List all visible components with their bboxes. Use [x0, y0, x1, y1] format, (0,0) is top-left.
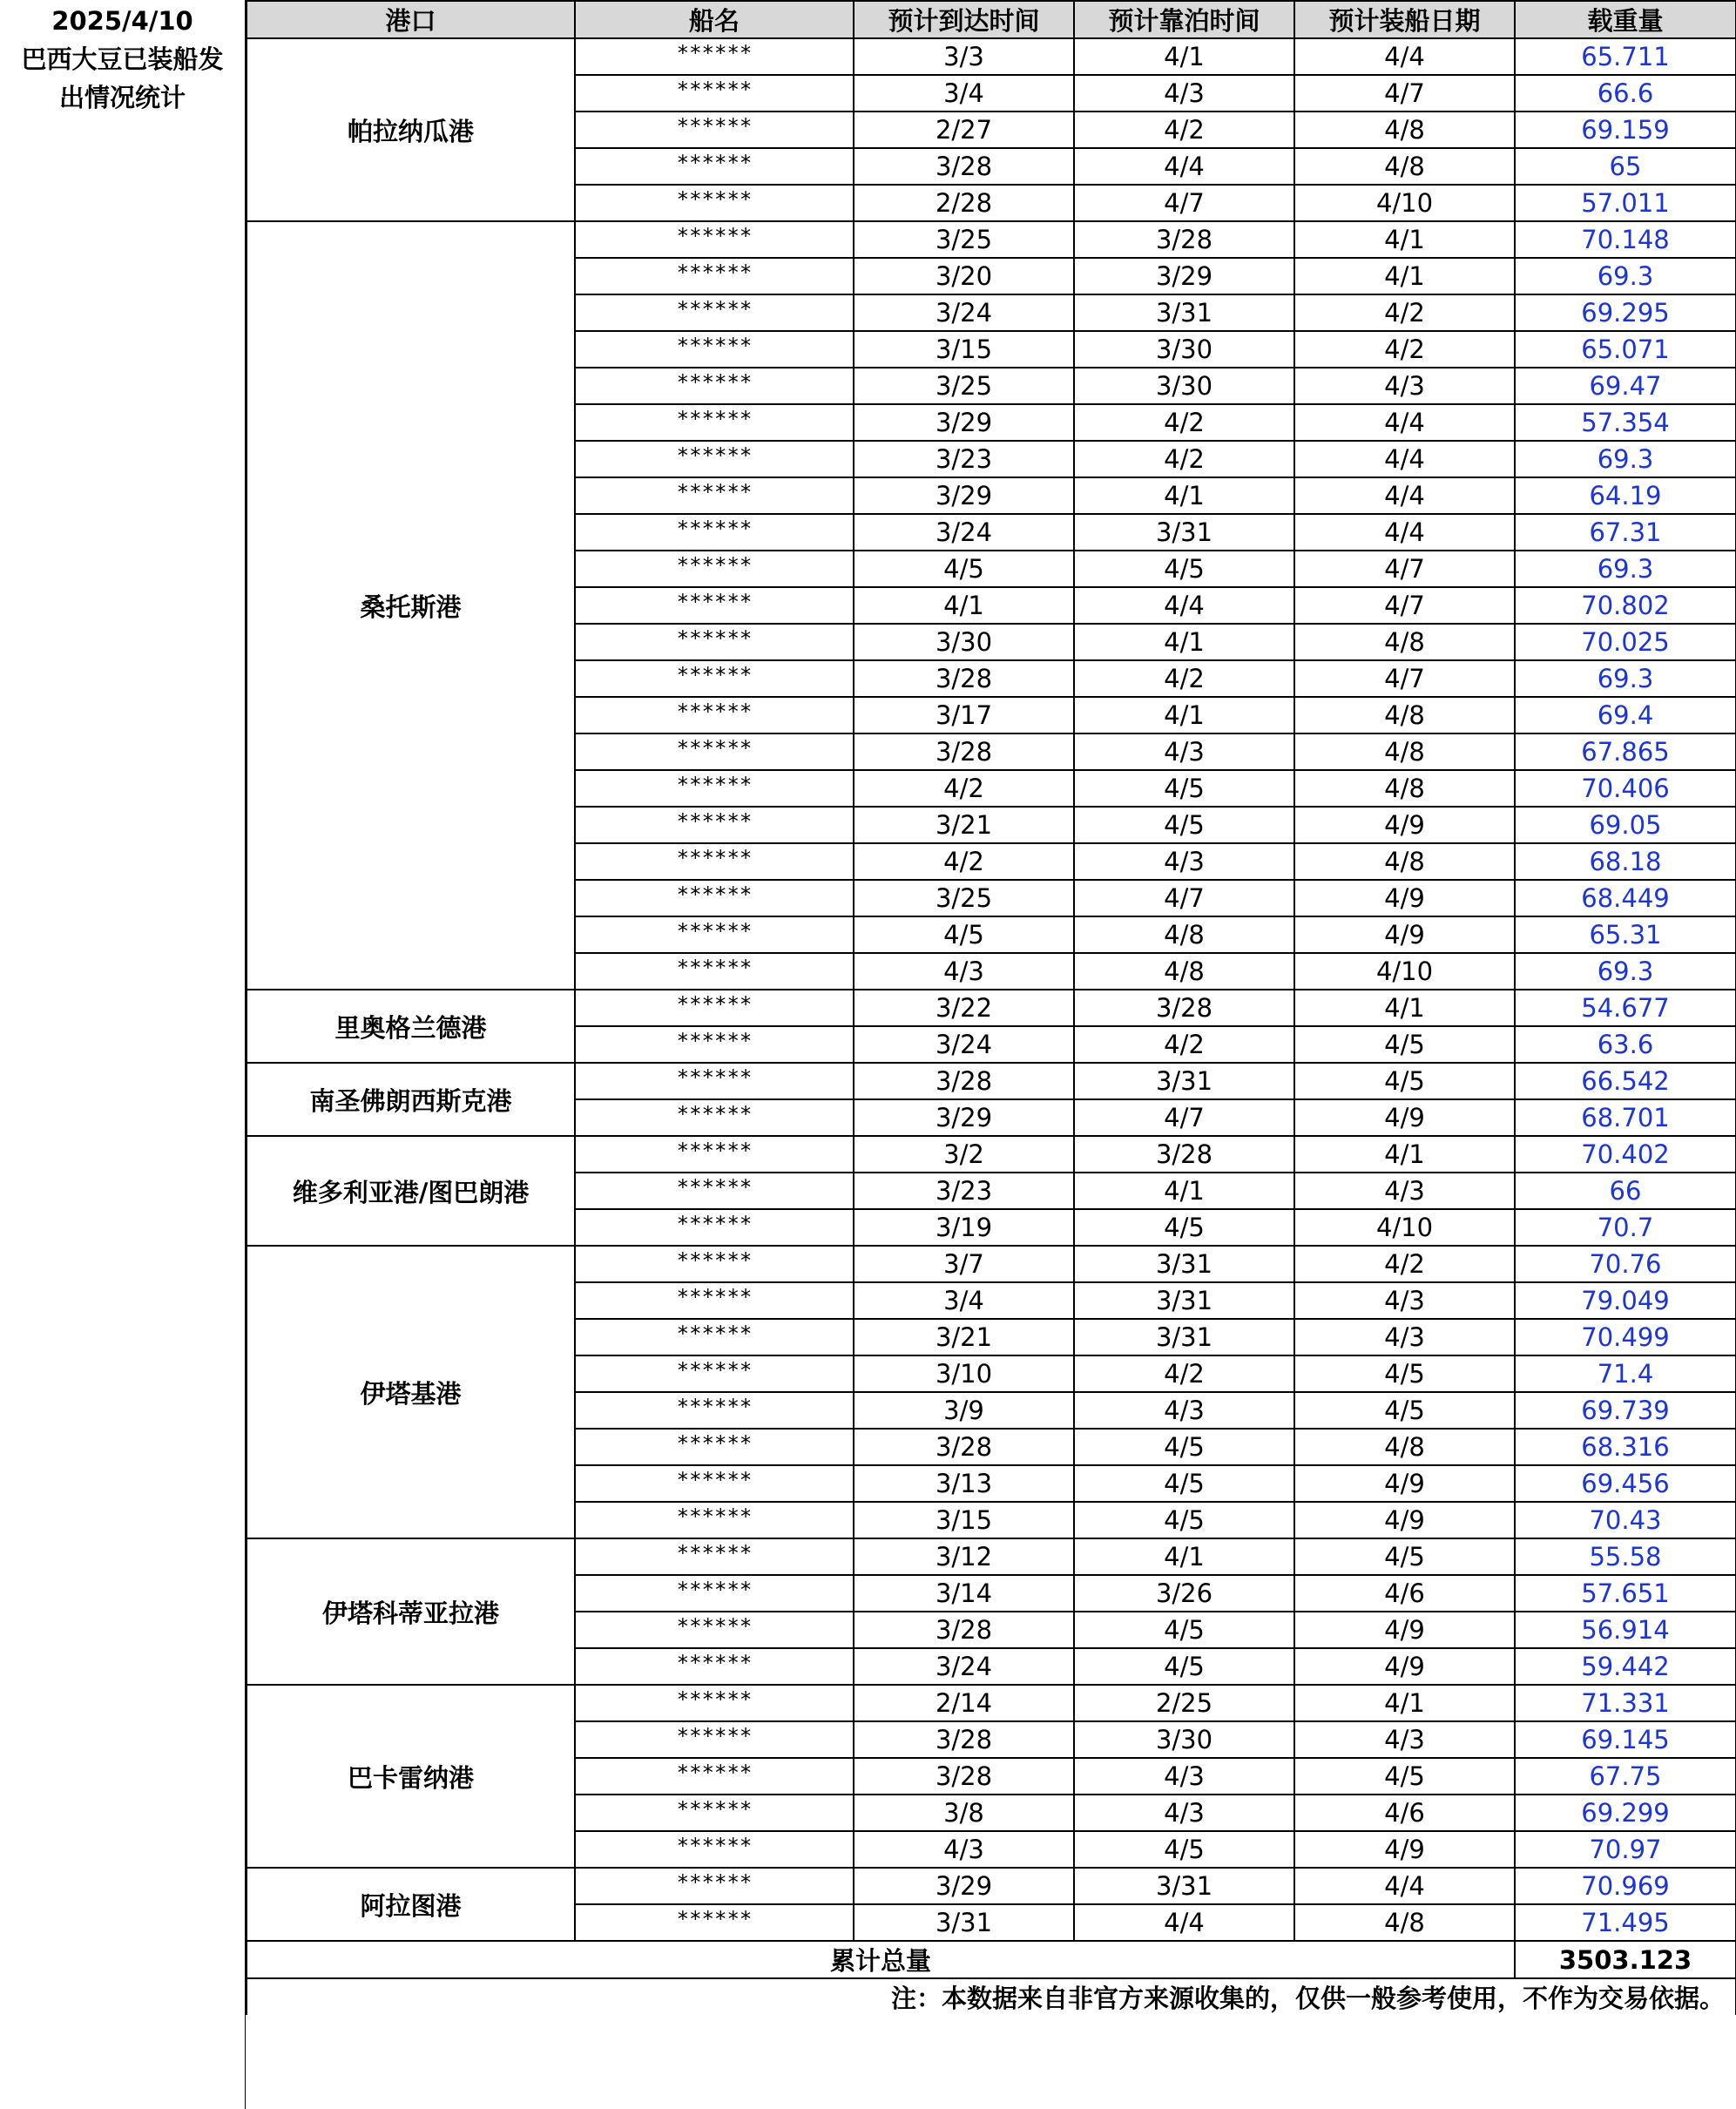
berth-time-cell: 4/2: [1074, 660, 1294, 697]
berth-time-cell: 4/3: [1074, 733, 1294, 770]
berth-time-cell: 4/5: [1074, 1502, 1294, 1538]
berth-time-cell: 4/5: [1074, 1648, 1294, 1685]
tonnage-cell: 66.6: [1515, 75, 1736, 112]
tonnage-cell: 69.4: [1515, 697, 1736, 733]
tonnage-cell: 70.802: [1515, 587, 1736, 624]
eta-cell: 3/20: [854, 258, 1074, 294]
tonnage-cell: 67.75: [1515, 1758, 1736, 1795]
header-eta: 预计到达时间: [854, 1, 1074, 38]
tonnage-cell: 70.43: [1515, 1502, 1736, 1538]
loading-date-cell: 4/4: [1294, 514, 1515, 551]
eta-cell: 2/14: [854, 1685, 1074, 1721]
ship-name-cell: ******: [575, 587, 854, 624]
ship-name-cell: ******: [575, 843, 854, 880]
ship-name-cell: ******: [575, 1063, 854, 1099]
ship-name-cell: ******: [575, 1575, 854, 1612]
eta-cell: 3/28: [854, 733, 1074, 770]
ship-name-cell: ******: [575, 660, 854, 697]
ship-name-cell: ******: [575, 1721, 854, 1758]
ship-name-cell: ******: [575, 1502, 854, 1538]
header-berth-time: 预计靠泊时间: [1074, 1, 1294, 38]
eta-cell: 3/8: [854, 1795, 1074, 1831]
eta-cell: 3/29: [854, 404, 1074, 441]
eta-cell: 3/25: [854, 368, 1074, 404]
eta-cell: 3/17: [854, 697, 1074, 733]
berth-time-cell: 4/2: [1074, 1026, 1294, 1063]
eta-cell: 3/28: [854, 1063, 1074, 1099]
total-label: 累计总量: [247, 1941, 1515, 1978]
eta-cell: 2/28: [854, 185, 1074, 221]
ship-name-cell: ******: [575, 294, 854, 331]
ship-name-cell: ******: [575, 514, 854, 551]
berth-time-cell: 2/25: [1074, 1685, 1294, 1721]
berth-time-cell: 4/2: [1074, 441, 1294, 477]
berth-time-cell: 3/28: [1074, 990, 1294, 1026]
ship-name-cell: ******: [575, 148, 854, 185]
loading-date-cell: 4/7: [1294, 660, 1515, 697]
ship-name-cell: ******: [575, 697, 854, 733]
tonnage-cell: 69.159: [1515, 112, 1736, 148]
table-row: [247, 1685, 1736, 1721]
tonnage-cell: 79.049: [1515, 1282, 1736, 1319]
tonnage-cell: 56.914: [1515, 1612, 1736, 1648]
table-row: [247, 221, 1736, 258]
berth-time-cell: 3/29: [1074, 258, 1294, 294]
berth-time-cell: 4/4: [1074, 587, 1294, 624]
loading-date-cell: 4/5: [1294, 1026, 1515, 1063]
port-name-cell: 桑托斯港: [247, 221, 575, 990]
ship-name-cell: ******: [575, 770, 854, 807]
loading-date-cell: 4/5: [1294, 1758, 1515, 1795]
report-date: 2025/4/10: [51, 6, 193, 36]
berth-time-cell: 4/1: [1074, 697, 1294, 733]
loading-date-cell: 4/9: [1294, 1612, 1515, 1648]
table-row: [247, 1136, 1736, 1173]
eta-cell: 3/28: [854, 1429, 1074, 1465]
eta-cell: 3/28: [854, 1721, 1074, 1758]
berth-time-cell: 3/31: [1074, 1319, 1294, 1355]
berth-time-cell: 4/3: [1074, 75, 1294, 112]
tonnage-cell: 70.499: [1515, 1319, 1736, 1355]
ship-name-cell: ******: [575, 916, 854, 953]
eta-cell: 3/7: [854, 1246, 1074, 1282]
eta-cell: 3/25: [854, 880, 1074, 916]
eta-cell: 3/19: [854, 1209, 1074, 1246]
tonnage-cell: 69.3: [1515, 441, 1736, 477]
loading-date-cell: 4/9: [1294, 1099, 1515, 1136]
loading-date-cell: 4/4: [1294, 1868, 1515, 1904]
tonnage-cell: 66: [1515, 1173, 1736, 1209]
tonnage-cell: 59.442: [1515, 1648, 1736, 1685]
tonnage-cell: 69.299: [1515, 1795, 1736, 1831]
table-row: [247, 1063, 1736, 1099]
ship-name-cell: ******: [575, 1319, 854, 1355]
berth-time-cell: 4/5: [1074, 1209, 1294, 1246]
tonnage-cell: 68.701: [1515, 1099, 1736, 1136]
eta-cell: 4/2: [854, 770, 1074, 807]
loading-date-cell: 4/3: [1294, 1319, 1515, 1355]
eta-cell: 3/12: [854, 1538, 1074, 1575]
ship-name-cell: ******: [575, 1173, 854, 1209]
eta-cell: 3/28: [854, 1612, 1074, 1648]
berth-time-cell: 3/30: [1074, 1721, 1294, 1758]
eta-cell: 3/2: [854, 1136, 1074, 1173]
header-tonnage: 载重量: [1515, 1, 1736, 38]
berth-time-cell: 4/5: [1074, 770, 1294, 807]
berth-time-cell: 4/4: [1074, 148, 1294, 185]
loading-date-cell: 4/9: [1294, 1465, 1515, 1502]
berth-time-cell: 4/5: [1074, 551, 1294, 587]
berth-time-cell: 4/3: [1074, 843, 1294, 880]
tonnage-cell: 69.456: [1515, 1465, 1736, 1502]
loading-date-cell: 4/10: [1294, 953, 1515, 990]
eta-cell: 3/24: [854, 514, 1074, 551]
berth-time-cell: 4/2: [1074, 1355, 1294, 1392]
tonnage-cell: 69.3: [1515, 551, 1736, 587]
loading-date-cell: 4/1: [1294, 1136, 1515, 1173]
berth-time-cell: 4/1: [1074, 1538, 1294, 1575]
loading-date-cell: 4/2: [1294, 294, 1515, 331]
tonnage-cell: 71.495: [1515, 1904, 1736, 1941]
ship-name-cell: ******: [575, 258, 854, 294]
tonnage-cell: 71.331: [1515, 1685, 1736, 1721]
loading-date-cell: 4/9: [1294, 880, 1515, 916]
ship-name-cell: ******: [575, 1831, 854, 1868]
loading-date-cell: 4/5: [1294, 1392, 1515, 1429]
loading-date-cell: 4/5: [1294, 1355, 1515, 1392]
berth-time-cell: 4/5: [1074, 807, 1294, 843]
total-value: 3503.123: [1515, 1941, 1736, 1978]
ship-name-cell: ******: [575, 1648, 854, 1685]
eta-cell: 3/28: [854, 660, 1074, 697]
tonnage-cell: 67.31: [1515, 514, 1736, 551]
berth-time-cell: 3/31: [1074, 1282, 1294, 1319]
table-row: [247, 1868, 1736, 1904]
table-row: [247, 1246, 1736, 1282]
table-row: [247, 990, 1736, 1026]
eta-cell: 3/29: [854, 477, 1074, 514]
eta-cell: 3/23: [854, 1173, 1074, 1209]
eta-cell: 3/22: [854, 990, 1074, 1026]
eta-cell: 3/28: [854, 148, 1074, 185]
tonnage-cell: 63.6: [1515, 1026, 1736, 1063]
berth-time-cell: 4/1: [1074, 624, 1294, 660]
ship-name-cell: ******: [575, 1904, 854, 1941]
eta-cell: 3/15: [854, 331, 1074, 368]
ship-name-cell: ******: [575, 1758, 854, 1795]
berth-time-cell: 3/31: [1074, 1246, 1294, 1282]
port-name-cell: 巴卡雷纳港: [247, 1685, 575, 1868]
eta-cell: 3/31: [854, 1904, 1074, 1941]
berth-time-cell: 3/30: [1074, 368, 1294, 404]
berth-time-cell: 3/28: [1074, 1136, 1294, 1173]
report-title-line-1: 巴西大豆已装船发: [21, 44, 224, 74]
loading-date-cell: 4/3: [1294, 1173, 1515, 1209]
loading-date-cell: 4/4: [1294, 477, 1515, 514]
tonnage-cell: 54.677: [1515, 990, 1736, 1026]
tonnage-cell: 70.406: [1515, 770, 1736, 807]
ship-name-cell: ******: [575, 1355, 854, 1392]
tonnage-cell: 69.3: [1515, 953, 1736, 990]
tonnage-cell: 68.449: [1515, 880, 1736, 916]
header-loading-date: 预计装船日期: [1294, 1, 1515, 38]
ship-name-cell: ******: [575, 1246, 854, 1282]
eta-cell: 3/10: [854, 1355, 1074, 1392]
loading-date-cell: 4/1: [1294, 258, 1515, 294]
loading-date-cell: 4/8: [1294, 1904, 1515, 1941]
ship-name-cell: ******: [575, 1465, 854, 1502]
ship-name-cell: ******: [575, 1612, 854, 1648]
port-name-cell: 伊塔基港: [247, 1246, 575, 1538]
eta-cell: 3/13: [854, 1465, 1074, 1502]
loading-date-cell: 4/3: [1294, 368, 1515, 404]
port-name-cell: 阿拉图港: [247, 1868, 575, 1941]
berth-time-cell: 4/8: [1074, 916, 1294, 953]
berth-time-cell: 4/4: [1074, 1904, 1294, 1941]
ship-name-cell: ******: [575, 1099, 854, 1136]
tonnage-cell: 71.4: [1515, 1355, 1736, 1392]
ship-name-cell: ******: [575, 990, 854, 1026]
loading-date-cell: 4/9: [1294, 1648, 1515, 1685]
port-name-cell: 维多利亚港/图巴朗港: [247, 1136, 575, 1246]
berth-time-cell: 4/7: [1074, 880, 1294, 916]
eta-cell: 3/24: [854, 294, 1074, 331]
ship-name-cell: ******: [575, 441, 854, 477]
tonnage-cell: 65.711: [1515, 38, 1736, 75]
loading-date-cell: 4/3: [1294, 1721, 1515, 1758]
tonnage-cell: 64.19: [1515, 477, 1736, 514]
eta-cell: 3/14: [854, 1575, 1074, 1612]
berth-time-cell: 4/5: [1074, 1465, 1294, 1502]
loading-date-cell: 4/8: [1294, 148, 1515, 185]
loading-date-cell: 4/10: [1294, 185, 1515, 221]
ship-name-cell: ******: [575, 477, 854, 514]
berth-time-cell: 4/3: [1074, 1795, 1294, 1831]
berth-time-cell: 4/5: [1074, 1831, 1294, 1868]
tonnage-cell: 55.58: [1515, 1538, 1736, 1575]
tonnage-cell: 69.739: [1515, 1392, 1736, 1429]
loading-date-cell: 4/8: [1294, 1429, 1515, 1465]
eta-cell: 3/4: [854, 1282, 1074, 1319]
tonnage-cell: 65: [1515, 148, 1736, 185]
tonnage-cell: 70.402: [1515, 1136, 1736, 1173]
loading-date-cell: 4/7: [1294, 75, 1515, 112]
berth-time-cell: 3/28: [1074, 221, 1294, 258]
loading-date-cell: 4/5: [1294, 1063, 1515, 1099]
ship-name-cell: ******: [575, 1282, 854, 1319]
tonnage-cell: 69.47: [1515, 368, 1736, 404]
shipment-table: [246, 0, 1736, 2015]
header-row: [247, 1, 1736, 38]
port-name-cell: 里奥格兰德港: [247, 990, 575, 1063]
tonnage-cell: 57.651: [1515, 1575, 1736, 1612]
eta-cell: 3/23: [854, 441, 1074, 477]
loading-date-cell: 4/9: [1294, 1831, 1515, 1868]
loading-date-cell: 4/8: [1294, 624, 1515, 660]
berth-time-cell: 4/1: [1074, 38, 1294, 75]
loading-date-cell: 4/2: [1294, 1246, 1515, 1282]
loading-date-cell: 4/8: [1294, 733, 1515, 770]
tonnage-cell: 70.97: [1515, 1831, 1736, 1868]
loading-date-cell: 4/2: [1294, 331, 1515, 368]
port-name-cell: 帕拉纳瓜港: [247, 38, 575, 221]
berth-time-cell: 4/2: [1074, 112, 1294, 148]
note-row: [247, 1978, 1736, 2015]
tonnage-cell: 65.071: [1515, 331, 1736, 368]
ship-name-cell: ******: [575, 551, 854, 587]
ship-name-cell: ******: [575, 807, 854, 843]
loading-date-cell: 4/8: [1294, 112, 1515, 148]
loading-date-cell: 4/10: [1294, 1209, 1515, 1246]
header-port: 港口: [247, 1, 575, 38]
eta-cell: 3/15: [854, 1502, 1074, 1538]
ship-name-cell: ******: [575, 1538, 854, 1575]
tonnage-cell: 69.295: [1515, 294, 1736, 331]
loading-date-cell: 4/7: [1294, 587, 1515, 624]
eta-cell: 4/3: [854, 953, 1074, 990]
tonnage-cell: 66.542: [1515, 1063, 1736, 1099]
loading-date-cell: 4/9: [1294, 916, 1515, 953]
tonnage-cell: 69.3: [1515, 258, 1736, 294]
tonnage-cell: 70.76: [1515, 1246, 1736, 1282]
tonnage-cell: 70.7: [1515, 1209, 1736, 1246]
berth-time-cell: 4/5: [1074, 1612, 1294, 1648]
ship-name-cell: ******: [575, 75, 854, 112]
loading-date-cell: 4/9: [1294, 807, 1515, 843]
eta-cell: 4/5: [854, 551, 1074, 587]
tonnage-cell: 69.05: [1515, 807, 1736, 843]
loading-date-cell: 4/7: [1294, 551, 1515, 587]
eta-cell: 3/29: [854, 1099, 1074, 1136]
berth-time-cell: 3/26: [1074, 1575, 1294, 1612]
ship-name-cell: ******: [575, 1136, 854, 1173]
berth-time-cell: 3/31: [1074, 1868, 1294, 1904]
eta-cell: 3/28: [854, 1758, 1074, 1795]
tonnage-cell: 70.148: [1515, 221, 1736, 258]
eta-cell: 4/3: [854, 1831, 1074, 1868]
eta-cell: 3/9: [854, 1392, 1074, 1429]
eta-cell: 3/29: [854, 1868, 1074, 1904]
ship-name-cell: ******: [575, 624, 854, 660]
eta-cell: 3/21: [854, 807, 1074, 843]
loading-date-cell: 4/3: [1294, 1282, 1515, 1319]
ship-name-cell: ******: [575, 1026, 854, 1063]
loading-date-cell: 4/1: [1294, 1685, 1515, 1721]
port-name-cell: 南圣佛朗西斯克港: [247, 1063, 575, 1136]
eta-cell: 4/5: [854, 916, 1074, 953]
table-body: [247, 38, 1736, 1941]
loading-date-cell: 4/6: [1294, 1795, 1515, 1831]
eta-cell: 3/30: [854, 624, 1074, 660]
ship-name-cell: ******: [575, 1685, 854, 1721]
tonnage-cell: 68.316: [1515, 1429, 1736, 1465]
eta-cell: 3/4: [854, 75, 1074, 112]
berth-time-cell: 3/30: [1074, 331, 1294, 368]
report-title-line-2: 出情况统计: [58, 83, 186, 112]
ship-name-cell: ******: [575, 185, 854, 221]
ship-name-cell: ******: [575, 368, 854, 404]
loading-date-cell: 4/5: [1294, 1538, 1515, 1575]
loading-date-cell: 4/6: [1294, 1575, 1515, 1612]
report-title-cell: [0, 0, 246, 2109]
berth-time-cell: 4/3: [1074, 1758, 1294, 1795]
table-row: [247, 1538, 1736, 1575]
ship-name-cell: ******: [575, 331, 854, 368]
ship-name-cell: ******: [575, 404, 854, 441]
loading-date-cell: 4/8: [1294, 843, 1515, 880]
eta-cell: 2/27: [854, 112, 1074, 148]
tonnage-cell: 69.3: [1515, 660, 1736, 697]
ship-name-cell: ******: [575, 880, 854, 916]
loading-date-cell: 4/4: [1294, 38, 1515, 75]
ship-name-cell: ******: [575, 221, 854, 258]
eta-cell: 4/1: [854, 587, 1074, 624]
berth-time-cell: 3/31: [1074, 294, 1294, 331]
disclaimer-note: 注：本数据来自非官方来源收集的，仅供一般参考使用，不作为交易依据。: [247, 1978, 1736, 2015]
berth-time-cell: 4/5: [1074, 1429, 1294, 1465]
eta-cell: 3/24: [854, 1026, 1074, 1063]
berth-time-cell: 4/7: [1074, 185, 1294, 221]
ship-name-cell: ******: [575, 1209, 854, 1246]
tonnage-cell: 70.969: [1515, 1868, 1736, 1904]
tonnage-cell: 70.025: [1515, 624, 1736, 660]
total-row: [247, 1941, 1736, 1978]
berth-time-cell: 4/8: [1074, 953, 1294, 990]
berth-time-cell: 3/31: [1074, 1063, 1294, 1099]
berth-time-cell: 4/2: [1074, 404, 1294, 441]
berth-time-cell: 4/1: [1074, 1173, 1294, 1209]
berth-time-cell: 4/3: [1074, 1392, 1294, 1429]
loading-date-cell: 4/9: [1294, 1502, 1515, 1538]
eta-cell: 3/24: [854, 1648, 1074, 1685]
tonnage-cell: 57.354: [1515, 404, 1736, 441]
ship-name-cell: ******: [575, 112, 854, 148]
loading-date-cell: 4/1: [1294, 221, 1515, 258]
tonnage-cell: 57.011: [1515, 185, 1736, 221]
eta-cell: 4/2: [854, 843, 1074, 880]
eta-cell: 3/21: [854, 1319, 1074, 1355]
tonnage-cell: 68.18: [1515, 843, 1736, 880]
ship-name-cell: ******: [575, 38, 854, 75]
loading-date-cell: 4/8: [1294, 697, 1515, 733]
port-name-cell: 伊塔科蒂亚拉港: [247, 1538, 575, 1685]
tonnage-cell: 69.145: [1515, 1721, 1736, 1758]
ship-name-cell: ******: [575, 1429, 854, 1465]
header-ship-name: 船名: [575, 1, 854, 38]
ship-name-cell: ******: [575, 1868, 854, 1904]
tonnage-cell: 67.865: [1515, 733, 1736, 770]
eta-cell: 3/25: [854, 221, 1074, 258]
table-row: [247, 38, 1736, 75]
berth-time-cell: 4/7: [1074, 1099, 1294, 1136]
ship-name-cell: ******: [575, 1392, 854, 1429]
berth-time-cell: 3/31: [1074, 514, 1294, 551]
tonnage-cell: 65.31: [1515, 916, 1736, 953]
loading-date-cell: 4/1: [1294, 990, 1515, 1026]
ship-name-cell: ******: [575, 1795, 854, 1831]
berth-time-cell: 4/1: [1074, 477, 1294, 514]
loading-date-cell: 4/4: [1294, 441, 1515, 477]
ship-name-cell: ******: [575, 733, 854, 770]
ship-name-cell: ******: [575, 953, 854, 990]
loading-date-cell: 4/4: [1294, 404, 1515, 441]
loading-date-cell: 4/8: [1294, 770, 1515, 807]
eta-cell: 3/3: [854, 38, 1074, 75]
